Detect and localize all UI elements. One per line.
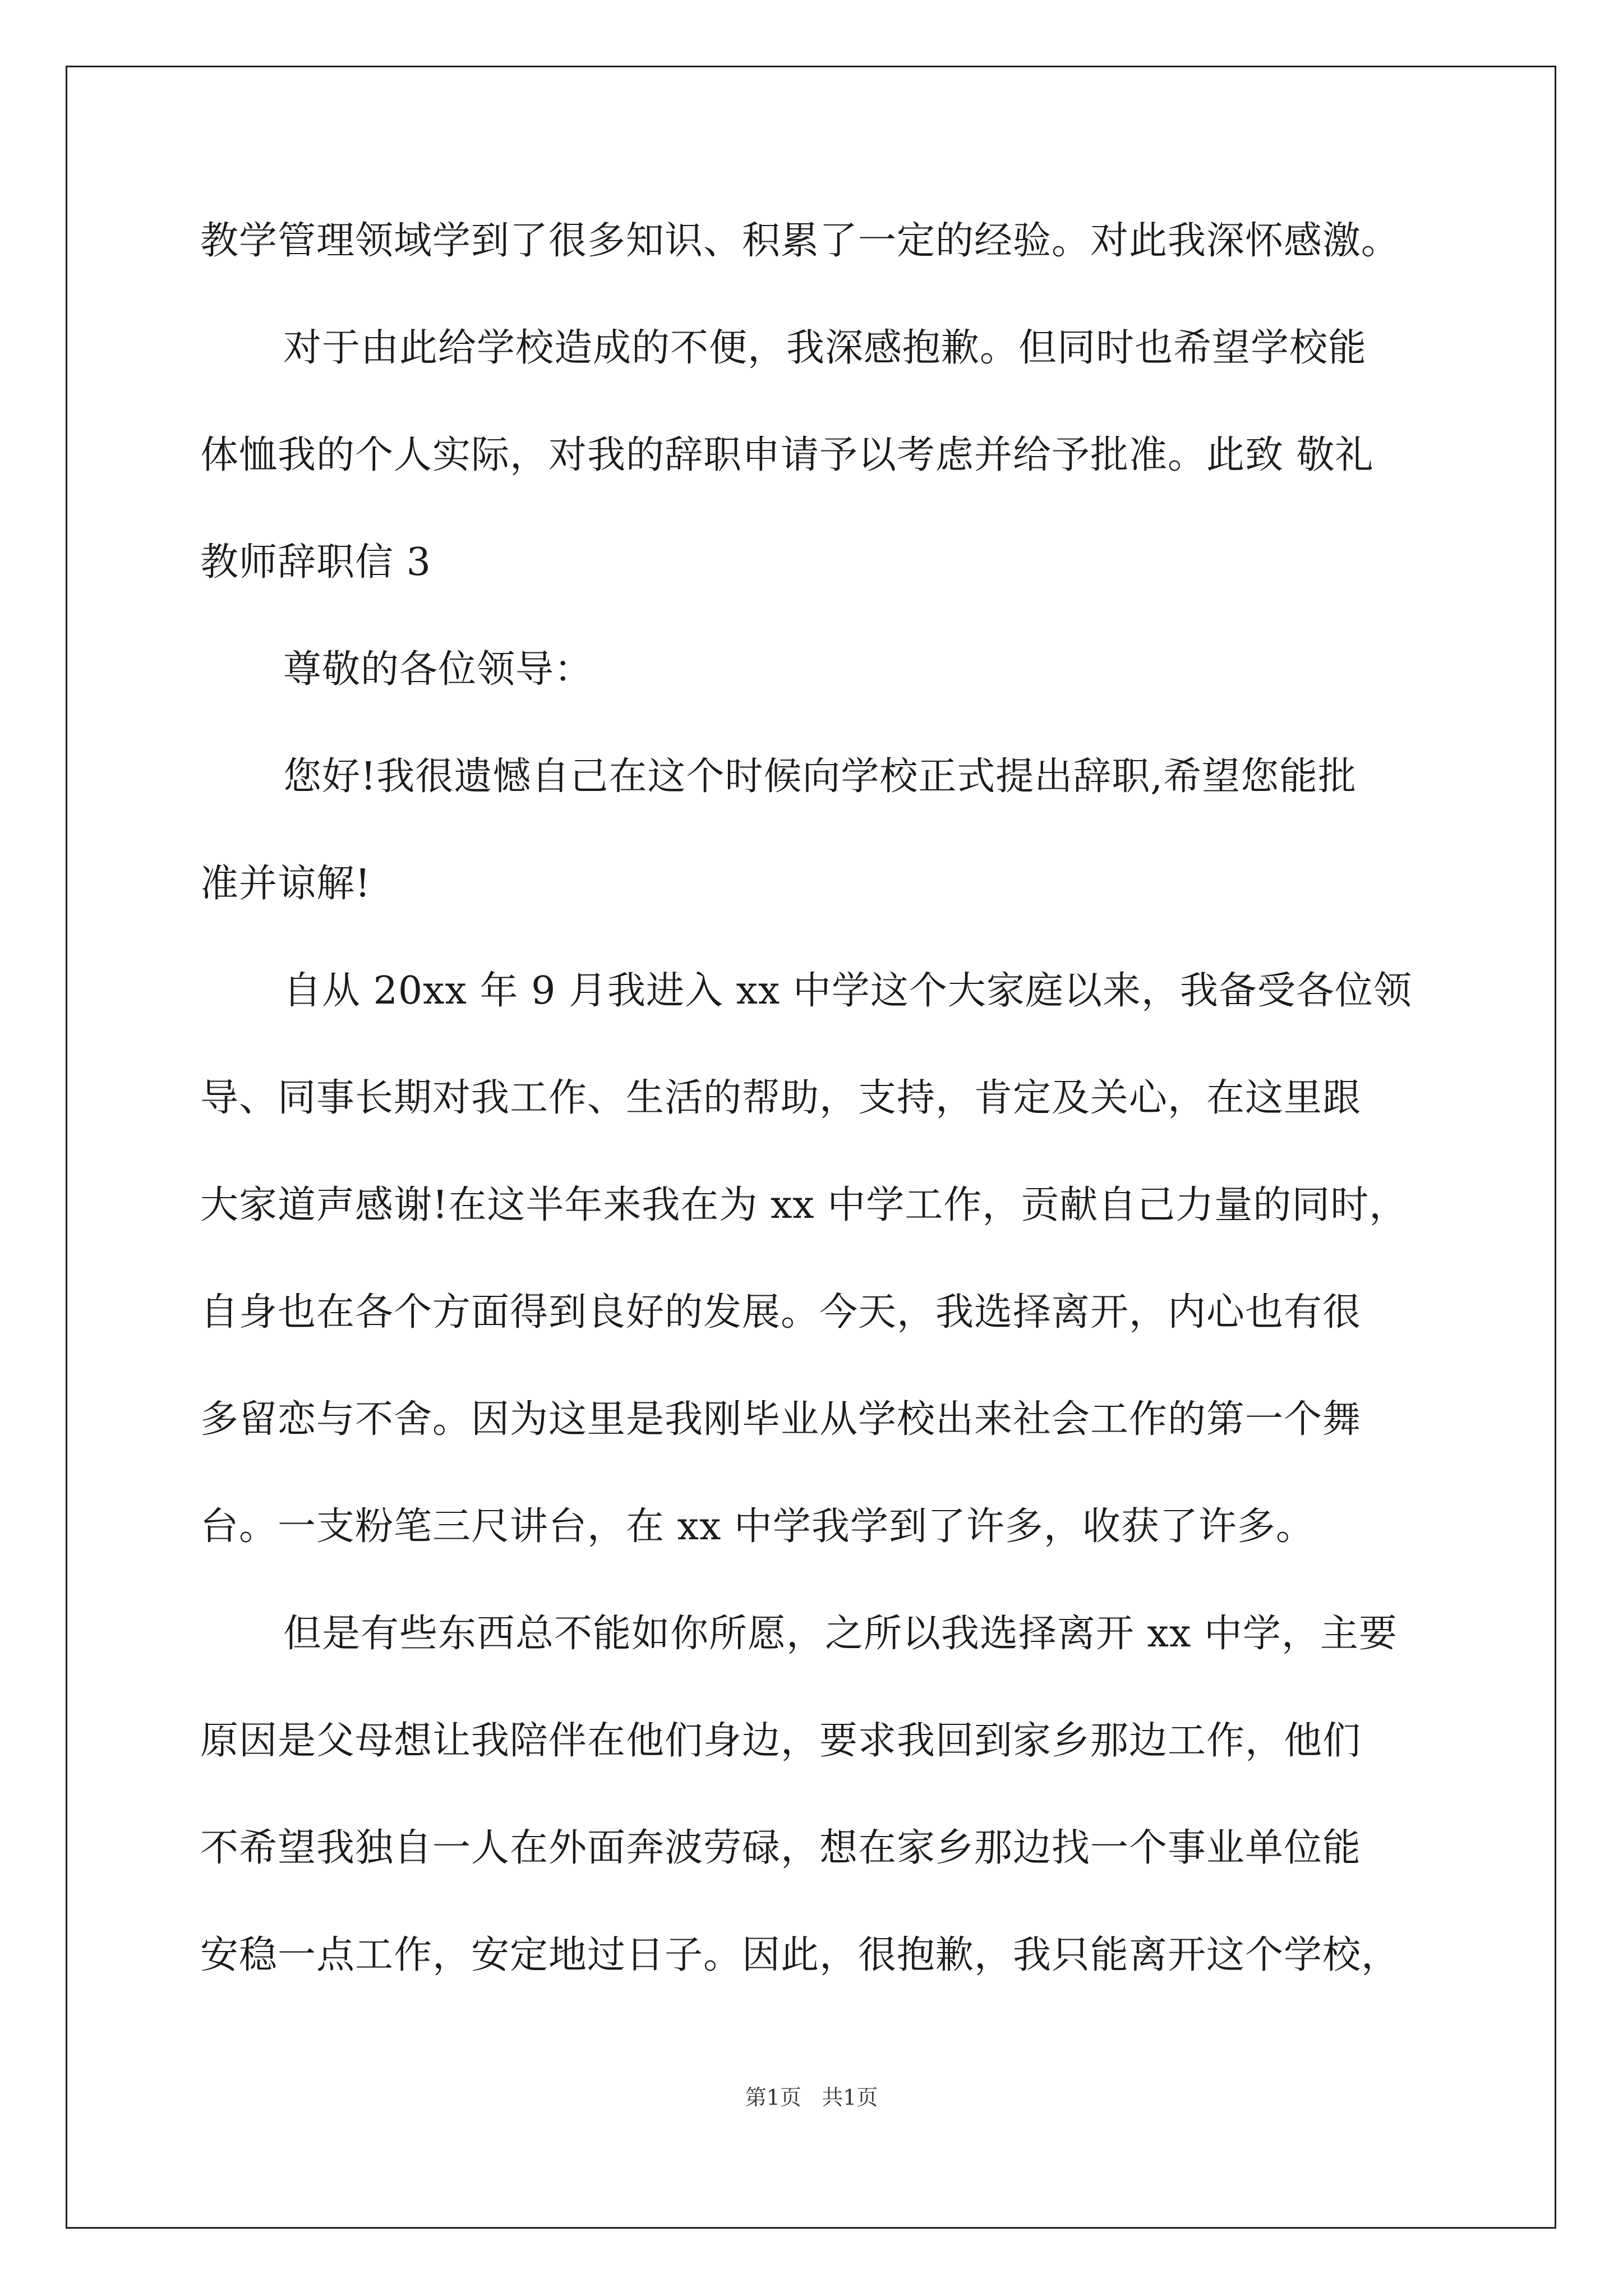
text-line: 自身也在各个方面得到良好的发展。今天，我选择离开，内心也有很: [200, 1290, 1362, 1335]
page-number-footer: 第1页 共1页: [745, 2085, 878, 2110]
text-line: 对于由此给学校造成的不便，我深感抱歉。但同时也希望学校能: [283, 326, 1367, 370]
text-line: 多留恋与不舍。因为这里是我刚毕业从学校出来社会工作的第一个舞: [200, 1397, 1362, 1442]
text-line: 准并谅解!: [200, 862, 371, 906]
salutation: 尊敬的各位领导：: [283, 647, 593, 692]
document-body: [200, 213, 1434, 2035]
text-line: 但是有些东西总不能如你所愿，之所以我选择离开 xx 中学，主要: [283, 1612, 1398, 1656]
text-line: 安稳一点工作，安定地过日子。因此，很抱歉，我只能离开这个学校，: [200, 1933, 1400, 1977]
text-line: 台。一支粉笔三尺讲台，在 xx 中学我学到了许多，收获了许多。: [200, 1504, 1315, 1549]
text-line: 原因是父母想让我陪伴在他们身边，要求我回到家乡那边工作，他们: [200, 1719, 1362, 1763]
text-line: 体恤我的个人实际，对我的辞职申请予以考虑并给予批准。此致 敬礼: [200, 433, 1374, 477]
text-line: 大家道声感谢!在这半年来我在为 xx 中学工作，贡献自己力量的同时，: [200, 1183, 1408, 1227]
text-line: 教学管理领域学到了很多知识、积累了一定的经验。对此我深怀感激。: [200, 219, 1400, 263]
text-line: 您好!我很遗憾自己在这个时候向学校正式提出辞职,希望您能批: [283, 754, 1357, 799]
text-line: 导、同事长期对我工作、生活的帮助，支持，肯定及关心，在这里跟: [200, 1076, 1362, 1120]
text-line: 自从 20xx 年 9 月我进入 xx 中学这个大家庭以来，我备受各位领: [283, 969, 1412, 1013]
text-line: 不希望我独自一人在外面奔波劳碌，想在家乡那边找一个事业单位能: [200, 1826, 1362, 1870]
section-title: 教师辞职信 3: [200, 540, 431, 585]
